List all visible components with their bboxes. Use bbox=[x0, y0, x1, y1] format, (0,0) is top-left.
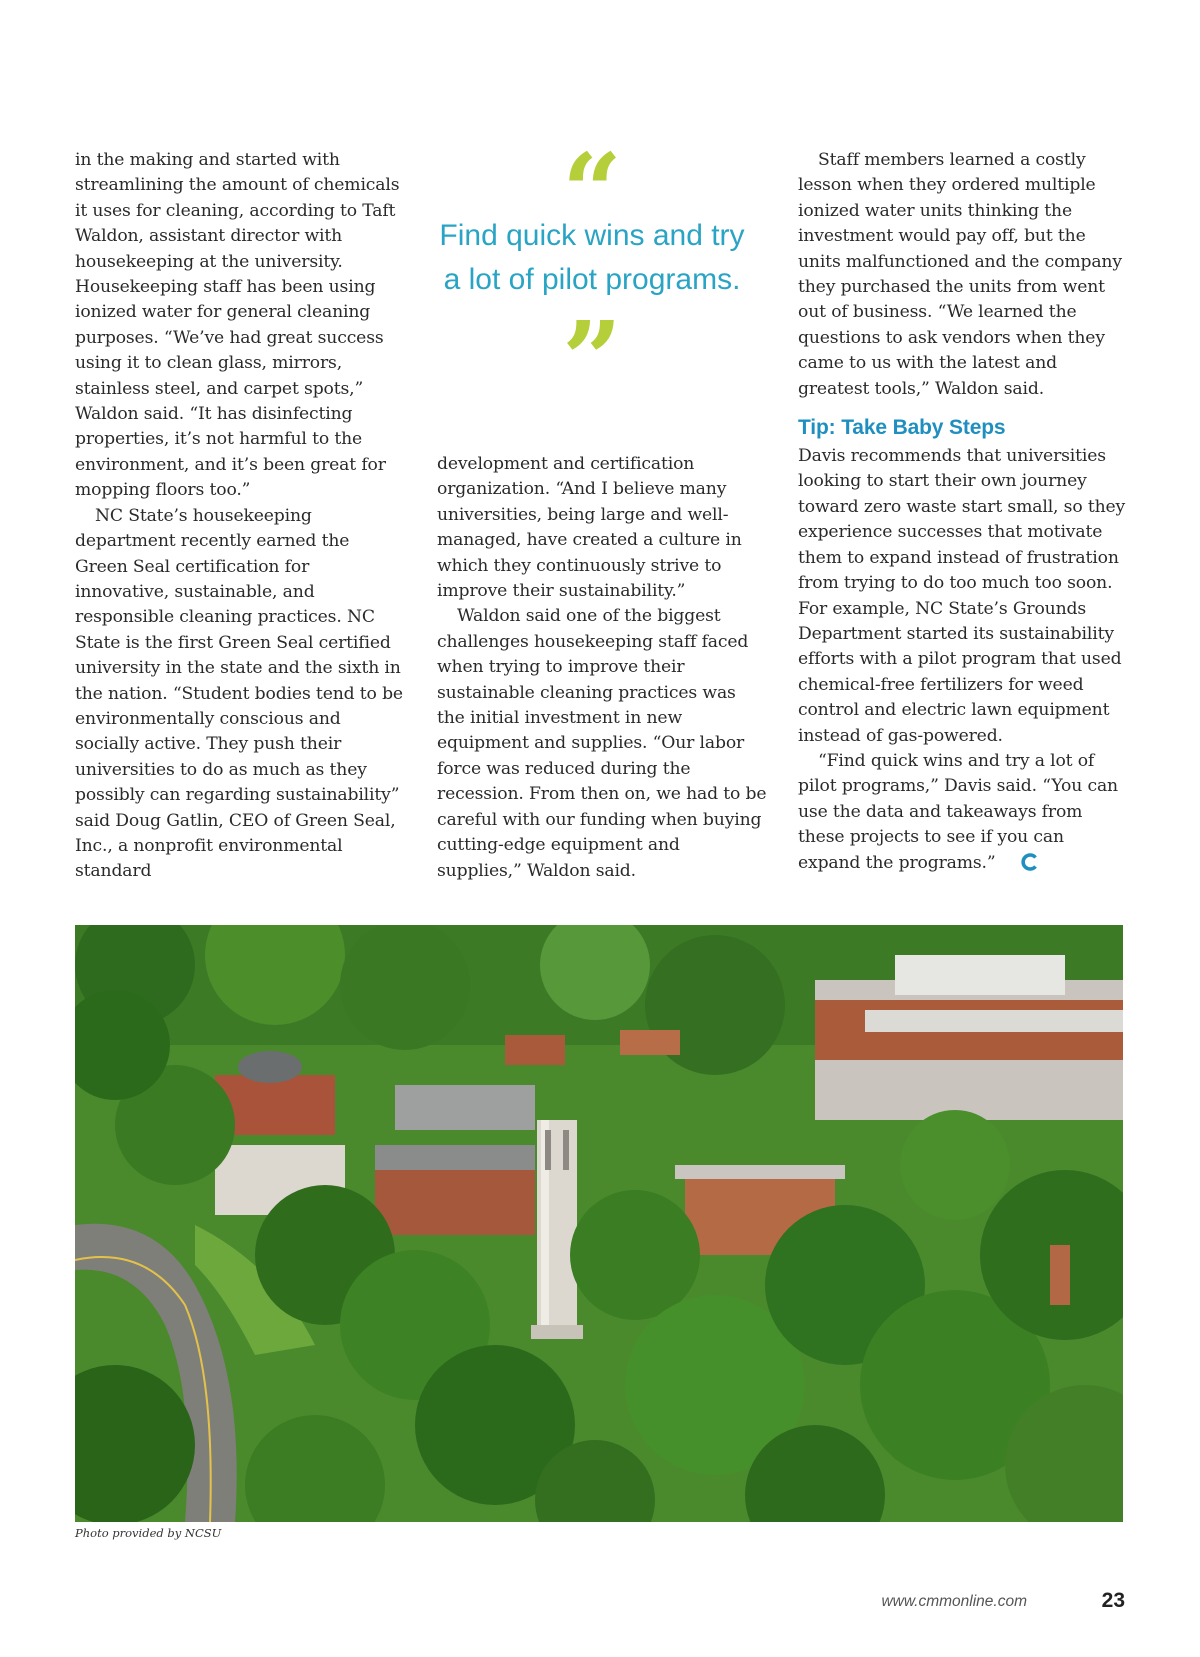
section-heading: Tip: Take Baby Steps bbox=[798, 416, 1006, 440]
paragraph bbox=[798, 749, 1128, 876]
paragraph: Waldon said one of the biggest challenges housekeeping staff faced when trying to improve their sustainable cleaning practices was the initial investment in new equipment and supplies. “Our labor force was reduced during the recession. From then on, we had to be careful with our funding when buying cutting-edge equipment and supplies,” Waldon said. bbox=[437, 606, 767, 881]
photo-credit: Photo provided by NCSU bbox=[75, 1526, 222, 1540]
pull-quote-block bbox=[437, 140, 747, 378]
pull-quote: Find quick wins and try a lot of pilot programs. bbox=[439, 219, 745, 296]
page-number: 23 bbox=[1101, 1589, 1125, 1612]
footer-website: www.cmmonline.com bbox=[881, 1593, 1027, 1610]
end-mark-icon bbox=[1000, 852, 1020, 872]
paragraph: development and certification organization. “And I believe many universities, being large and well-managed, have created a culture in which they continuously strive to improve their sustainability.” bbox=[437, 454, 742, 602]
article-column-1 bbox=[75, 148, 405, 885]
campus-aerial-photo bbox=[75, 925, 1123, 1522]
paragraph: Staff members learned a costly lesson when they ordered multiple ionized water units thinking the investment would pay off, but the units malfunctioned and the company they purchased the units from went out of business. “We learned the questions to ask vendors when they came to us with the latest and greatest tools,” Waldon said. bbox=[798, 150, 1122, 399]
article-column-3 bbox=[798, 148, 1128, 876]
open-quote-icon: “ bbox=[562, 140, 622, 210]
paragraph: Davis recommends that universities looking to start their own journey toward zero waste start small, so they experience successes that motivate them to expand instead of frustration from trying to do too much too soon. For example, NC State’s Grounds Department started its sustainability efforts with a pilot program that used chemical-free fertilizers for weed control and electric lawn equipment instead of gas-powered. bbox=[798, 446, 1126, 746]
article-column-2 bbox=[437, 452, 767, 884]
paragraph: NC State’s housekeeping department recently earned the Green Seal certification for innovative, sustainable, and responsible cleaning practices. NC State is the first Green Seal certified university in the state and the sixth in the nation. “Student bodies tend to be environmentally conscious and socially active. They push their universities to do as much as they possibly can regarding sustainability” said Doug Gatlin, CEO of Green Seal, Inc., a nonprofit environmental standard bbox=[75, 505, 403, 882]
close-quote-icon: ” bbox=[562, 308, 622, 378]
closing-paragraph-text: “Find quick wins and try a lot of pilot programs,” Davis said. “You can use the data and takeaways from these projects to see if you can expand the programs.” bbox=[798, 750, 1118, 873]
paragraph: in the making and started with streamlining the amount of chemicals it uses for cleaning, according to Taft Waldon, assistant director with housekeeping at the university. Housekeeping staff has been using ionized water for general cleaning purposes. “We’ve had great success using it to clean glass, mirrors, stainless steel, and carpet spots,” Waldon said. “It has disinfecting properties, it’s not harmful to the environment, and it’s been great for mopping floors too.” bbox=[75, 150, 400, 501]
